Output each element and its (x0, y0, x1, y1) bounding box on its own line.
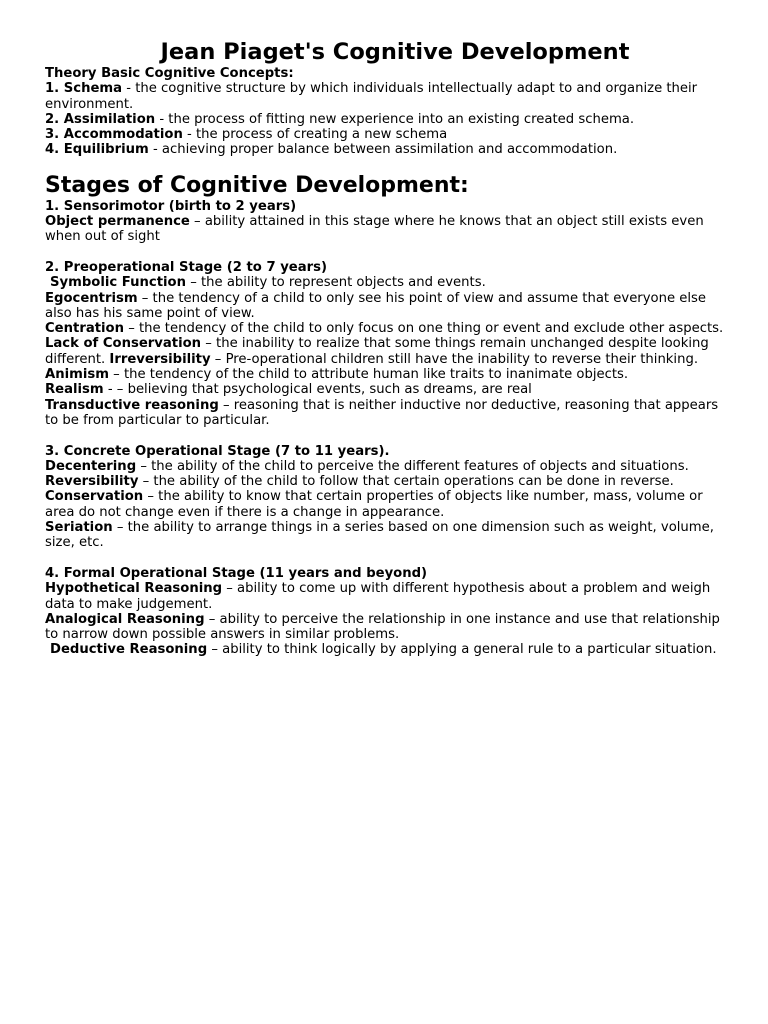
stage3-reversibility (45, 474, 735, 489)
stage2-realism (45, 382, 735, 397)
concept-assimilation (45, 112, 735, 127)
stage-term: Reversibility (45, 474, 139, 490)
stage-term: Decentering (45, 458, 137, 474)
stage-term: Deductive Reasoning (50, 642, 208, 658)
stage4-hypothetical-reasoning (45, 581, 735, 612)
stage-term: Conservation (45, 489, 144, 505)
stage2-lack-of-conservation (45, 336, 735, 367)
stage-term: Seriation (45, 520, 113, 536)
stage-definition: – Pre-operational children still have the inability to reverse their thinking. (210, 351, 699, 367)
stage3-conservation (45, 489, 735, 520)
stage-definition: – the tendency of the child to only focus on one thing or event and exclude other aspects. (124, 321, 724, 337)
page-title: Jean Piaget's Cognitive Development (160, 39, 630, 65)
stage-definition: - – believing that psychological events, such as dreams, are real (103, 382, 532, 398)
stage-definition: – ability to think logically by applying a general rule to a particular situation. (207, 642, 717, 658)
document-page (45, 38, 735, 658)
stage-term: Realism (45, 382, 104, 398)
stage2-transductive-reasoning (45, 398, 735, 429)
stage1-heading: 1. Sensorimotor (birth to 2 years) (45, 198, 297, 214)
stage-term-irreversibility: Irreversibility (109, 351, 211, 367)
concept-definition: - achieving proper balance between assimilation and accommodation. (148, 142, 618, 158)
stage-definition: – ability to perceive the relationship in one instance and use that relationship to narrow down possible answers in similar problems. (45, 611, 720, 643)
stage-term: Hypothetical Reasoning (45, 581, 223, 597)
concept-definition: - the process of fitting new experience into an existing created schema. (155, 111, 635, 127)
stage2-animism (45, 367, 735, 382)
stage-definition: – ability attained in this stage where he knows that an object still exists even when out of sight (45, 214, 704, 245)
stage-definition: – reasoning that is neither inductive nor deductive, reasoning that appears to be from particular to particular. (45, 397, 719, 428)
concept-term: 4. Equilibrium (45, 142, 149, 158)
stage-term: Lack of Conservation (45, 336, 202, 352)
stage3-seriation (45, 520, 735, 551)
stage2-centration (45, 321, 735, 336)
stage-term: Egocentrism (45, 290, 138, 306)
concepts-heading: Theory Basic Cognitive Concepts: (45, 66, 294, 81)
stage-definition: – the ability of the child to follow that certain operations can be done in reverse. (138, 474, 674, 490)
concept-definition: - the cognitive structure by which individuals intellectually adapt to and organize their environment. (45, 81, 698, 112)
stage-term: Symbolic Function (50, 275, 187, 291)
stage-definition: – the inability to realize that some things remain unchanged despite looking different. (45, 336, 709, 367)
stage-definition: – ability to come up with different hypothesis about a problem and weigh data to make judgement. (45, 581, 711, 612)
concept-schema (45, 81, 735, 112)
stage-definition: – the tendency of the child to attribute human like traits to inanimate objects. (108, 367, 629, 383)
stage-term: Analogical Reasoning (45, 611, 205, 627)
concept-term: 1. Schema (45, 81, 123, 97)
concept-accommodation (45, 127, 735, 142)
concept-equilibrium (45, 142, 735, 157)
stage-definition: – the ability of the child to perceive the different features of objects and situations. (136, 458, 689, 474)
concept-term: 3. Accommodation (45, 127, 183, 143)
concept-term: 2. Assimilation (45, 111, 156, 127)
stage-term: Transductive reasoning (45, 397, 219, 413)
spacer (45, 245, 735, 260)
stage2-symbolic-function (45, 275, 735, 290)
stage2-heading: 2. Preoperational Stage (2 to 7 years) (45, 259, 328, 275)
stage-definition: – the ability to know that certain properties of objects like number, mass, volume or area do not change even if there is a change in appearance. (45, 489, 703, 520)
spacer (45, 551, 735, 566)
stage3-decentering (45, 459, 735, 474)
spacer (45, 428, 735, 443)
stage-definition: – the ability to represent objects and events. (186, 275, 486, 291)
stage-definition: – the tendency of a child to only see his point of view and assume that everyone else also has his same point of view. (45, 290, 707, 321)
stage2-egocentrism (45, 291, 735, 322)
stage4-heading: 4. Formal Operational Stage (11 years and beyond) (45, 565, 428, 581)
stage-term: Animism (45, 367, 109, 383)
stage3-heading: 3. Concrete Operational Stage (7 to 11 years). (45, 443, 390, 459)
stage1-object-permanence (45, 214, 735, 245)
stages-heading: Stages of Cognitive Development: (45, 172, 469, 198)
concept-definition: - the process of creating a new schema (182, 127, 448, 143)
stage4-deductive-reasoning (45, 642, 735, 657)
stage-definition: – the ability to arrange things in a series based on one dimension such as weight, volume, size, etc. (45, 520, 714, 551)
stage-term: Centration (45, 321, 124, 337)
stage-term: Object permanence (45, 214, 190, 230)
stage4-analogical-reasoning (45, 612, 735, 643)
